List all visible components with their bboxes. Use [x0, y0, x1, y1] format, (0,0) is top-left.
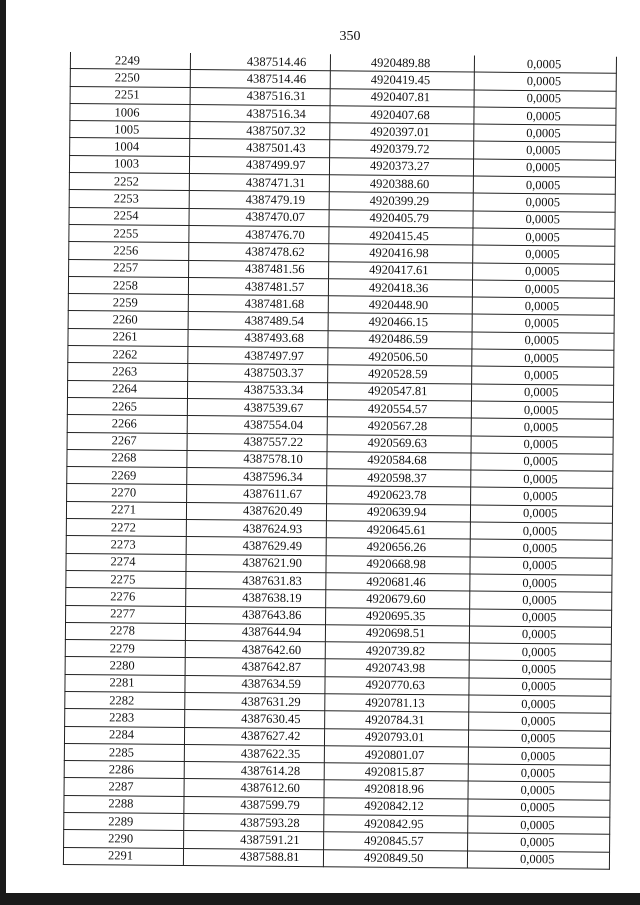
y-coordinate-cell: 4920681.46 — [326, 573, 470, 592]
accuracy-cell: 0,0005 — [470, 591, 612, 610]
x-coordinate-cell: 4387476.70 — [189, 226, 329, 245]
point-number-cell: 2286 — [64, 761, 184, 779]
x-coordinate-cell: 4387533.34 — [187, 381, 327, 400]
accuracy-cell: 0,0005 — [473, 211, 615, 230]
x-coordinate-cell: 4387599.79 — [184, 796, 324, 815]
point-number-cell: 2267 — [67, 432, 187, 450]
y-coordinate-cell: 4920623.78 — [327, 486, 471, 505]
accuracy-cell: 0,0005 — [472, 349, 614, 368]
point-number-cell: 2264 — [67, 380, 187, 398]
y-coordinate-cell: 4920415.45 — [329, 227, 473, 246]
y-coordinate-cell: 4920584.68 — [327, 452, 471, 471]
accuracy-cell: 0,0005 — [473, 263, 615, 282]
point-number-cell: 1005 — [70, 121, 190, 139]
point-number-cell: 2271 — [66, 501, 186, 519]
x-coordinate-cell: 4387499.97 — [189, 156, 329, 175]
y-coordinate-cell: 4920489.88 — [330, 54, 474, 72]
accuracy-cell: 0,0005 — [468, 764, 610, 783]
x-coordinate-cell: 4387612.60 — [184, 779, 324, 798]
x-coordinate-cell: 4387516.31 — [190, 87, 330, 106]
point-number-cell: 2289 — [64, 813, 184, 831]
point-number-cell: 2282 — [65, 691, 185, 709]
y-coordinate-cell: 4920407.68 — [330, 106, 474, 125]
point-number-cell: 2287 — [64, 778, 184, 796]
y-coordinate-cell: 4920567.28 — [327, 417, 471, 436]
accuracy-cell: 0,0005 — [470, 505, 612, 524]
y-coordinate-cell: 4920842.12 — [324, 798, 468, 817]
scan-border-left — [0, 0, 6, 905]
accuracy-cell: 0,0005 — [471, 453, 613, 472]
x-coordinate-cell: 4387638.19 — [186, 589, 326, 608]
point-number-cell: 2283 — [65, 709, 185, 727]
point-number-cell: 2276 — [66, 588, 186, 606]
x-coordinate-cell: 4387629.49 — [186, 537, 326, 556]
x-coordinate-cell: 4387481.68 — [188, 295, 328, 314]
x-coordinate-cell: 4387501.43 — [190, 139, 330, 158]
accuracy-cell: 0,0005 — [470, 557, 612, 576]
x-coordinate-cell: 4387516.34 — [190, 104, 330, 123]
y-coordinate-cell: 4920388.60 — [329, 175, 473, 194]
y-coordinate-cell: 4920698.51 — [325, 625, 469, 644]
x-coordinate-cell: 4387578.10 — [187, 450, 327, 469]
y-coordinate-cell: 4920373.27 — [329, 158, 473, 177]
accuracy-cell: 0,0005 — [468, 833, 610, 852]
x-coordinate-cell: 4387507.32 — [190, 122, 330, 141]
y-coordinate-cell: 4920695.35 — [326, 607, 470, 626]
point-number-cell: 2288 — [64, 795, 184, 813]
x-coordinate-cell: 4387614.28 — [184, 762, 324, 781]
y-coordinate-cell: 4920528.59 — [328, 365, 472, 384]
x-coordinate-cell: 4387620.49 — [186, 502, 326, 521]
x-coordinate-cell: 4387631.29 — [185, 693, 325, 712]
x-coordinate-cell: 4387470.07 — [189, 208, 329, 227]
y-coordinate-cell: 4920781.13 — [325, 694, 469, 713]
y-coordinate-cell: 4920645.61 — [326, 521, 470, 540]
x-coordinate-cell: 4387471.31 — [189, 174, 329, 193]
y-coordinate-cell: 4920743.98 — [325, 659, 469, 678]
x-coordinate-cell: 4387588.81 — [183, 848, 323, 867]
point-number-cell: 2281 — [65, 674, 185, 692]
y-coordinate-cell: 4920842.95 — [324, 815, 468, 834]
point-number-cell: 2272 — [66, 519, 186, 537]
point-number-cell: 2261 — [68, 328, 188, 346]
accuracy-cell: 0,0005 — [472, 297, 614, 316]
accuracy-cell: 0,0005 — [473, 245, 615, 264]
accuracy-cell: 0,0005 — [473, 228, 615, 247]
point-number-cell: 2278 — [65, 622, 185, 640]
y-coordinate-cell: 4920486.59 — [328, 331, 472, 350]
x-coordinate-cell: 4387644.94 — [185, 623, 325, 642]
accuracy-cell: 0,0005 — [468, 799, 610, 818]
point-number-cell: 1003 — [69, 155, 189, 173]
accuracy-cell: 0,0005 — [468, 730, 610, 749]
x-coordinate-cell: 4387643.86 — [186, 606, 326, 625]
accuracy-cell: 0,0005 — [471, 418, 613, 437]
y-coordinate-cell: 4920416.98 — [329, 244, 473, 263]
accuracy-cell: 0,0005 — [469, 695, 611, 714]
point-number-cell: 2263 — [68, 363, 188, 381]
point-number-cell: 2251 — [70, 86, 190, 104]
x-coordinate-cell: 4387479.19 — [189, 191, 329, 210]
accuracy-cell: 0,0005 — [469, 626, 611, 645]
x-coordinate-cell: 4387481.57 — [188, 277, 328, 296]
point-number-cell: 2280 — [65, 657, 185, 675]
y-coordinate-cell: 4920818.96 — [324, 780, 468, 799]
accuracy-cell: 0,0005 — [472, 314, 614, 333]
accuracy-cell: 0,0005 — [474, 56, 616, 74]
accuracy-cell: 0,0005 — [474, 107, 616, 126]
accuracy-cell: 0,0005 — [474, 124, 616, 143]
y-coordinate-cell: 4920397.01 — [330, 123, 474, 142]
accuracy-cell: 0,0005 — [471, 436, 613, 455]
y-coordinate-cell: 4920417.61 — [329, 261, 473, 280]
point-number-cell: 2266 — [67, 415, 187, 433]
point-number-cell: 2273 — [66, 536, 186, 554]
coordinates-table-body — [63, 52, 616, 869]
y-coordinate-cell: 4920770.63 — [325, 676, 469, 695]
accuracy-cell: 0,0005 — [473, 193, 615, 212]
point-number-cell: 2259 — [68, 294, 188, 312]
y-coordinate-cell: 4920569.63 — [327, 434, 471, 453]
accuracy-cell: 0,0005 — [474, 90, 616, 109]
point-number-cell: 1006 — [70, 103, 190, 121]
y-coordinate-cell: 4920547.81 — [327, 382, 471, 401]
point-number-cell: 2253 — [69, 190, 189, 208]
y-coordinate-cell: 4920793.01 — [324, 728, 468, 747]
y-coordinate-cell: 4920419.45 — [330, 71, 474, 90]
accuracy-cell: 0,0005 — [472, 280, 614, 299]
accuracy-cell: 0,0005 — [469, 678, 611, 697]
x-coordinate-cell: 4387514.46 — [190, 53, 330, 71]
table-row — [63, 847, 609, 869]
y-coordinate-cell: 4920407.81 — [330, 88, 474, 107]
point-number-cell: 2284 — [64, 726, 184, 744]
x-coordinate-cell: 4387631.83 — [186, 571, 326, 590]
x-coordinate-cell: 4387478.62 — [189, 243, 329, 262]
accuracy-cell: 0,0005 — [471, 384, 613, 403]
y-coordinate-cell: 4920845.57 — [324, 832, 468, 851]
accuracy-cell: 0,0005 — [474, 72, 616, 91]
y-coordinate-cell: 4920815.87 — [324, 763, 468, 782]
x-coordinate-cell: 4387539.67 — [187, 398, 327, 417]
accuracy-cell: 0,0005 — [470, 574, 612, 593]
y-coordinate-cell: 4920466.15 — [328, 313, 472, 332]
accuracy-cell: 0,0005 — [468, 747, 610, 766]
x-coordinate-cell: 4387630.45 — [185, 710, 325, 729]
point-number-cell: 2250 — [70, 69, 190, 87]
point-number-cell: 2270 — [67, 484, 187, 502]
accuracy-cell: 0,0005 — [472, 366, 614, 385]
accuracy-cell: 0,0005 — [473, 176, 615, 195]
y-coordinate-cell: 4920784.31 — [325, 711, 469, 730]
point-number-cell: 2285 — [64, 743, 184, 761]
accuracy-cell: 0,0005 — [467, 851, 609, 870]
point-number-cell: 2279 — [65, 640, 185, 658]
accuracy-cell: 0,0005 — [472, 332, 614, 351]
y-coordinate-cell: 4920506.50 — [328, 348, 472, 367]
accuracy-cell: 0,0005 — [471, 470, 613, 489]
y-coordinate-cell: 4920418.36 — [328, 279, 472, 298]
point-number-cell: 2262 — [68, 346, 188, 364]
point-number-cell: 2252 — [69, 173, 189, 191]
y-coordinate-cell: 4920849.50 — [323, 849, 467, 868]
accuracy-cell: 0,0005 — [474, 142, 616, 161]
accuracy-cell: 0,0005 — [471, 401, 613, 420]
point-number-cell: 2255 — [69, 224, 189, 242]
point-number-cell: 2265 — [67, 397, 187, 415]
point-number-cell: 2268 — [67, 449, 187, 467]
y-coordinate-cell: 4920598.37 — [327, 469, 471, 488]
point-number-cell: 2277 — [66, 605, 186, 623]
point-number-cell: 2290 — [64, 830, 184, 848]
x-coordinate-cell: 4387557.22 — [187, 433, 327, 452]
x-coordinate-cell: 4387624.93 — [186, 520, 326, 539]
y-coordinate-cell: 4920656.26 — [326, 538, 470, 557]
point-number-cell: 2269 — [67, 467, 187, 485]
x-coordinate-cell: 4387642.60 — [185, 641, 325, 660]
x-coordinate-cell: 4387611.67 — [187, 485, 327, 504]
point-number-cell: 2291 — [63, 847, 183, 865]
x-coordinate-cell: 4387634.59 — [185, 675, 325, 694]
accuracy-cell: 0,0005 — [469, 712, 611, 731]
coordinates-table — [63, 52, 617, 870]
accuracy-cell: 0,0005 — [470, 609, 612, 628]
page-number: 350 — [339, 29, 361, 44]
x-coordinate-cell: 4387493.68 — [188, 329, 328, 348]
y-coordinate-cell: 4920639.94 — [326, 503, 470, 522]
x-coordinate-cell: 4387642.87 — [185, 658, 325, 677]
x-coordinate-cell: 4387489.54 — [188, 312, 328, 331]
point-number-cell: 2257 — [69, 259, 189, 277]
y-coordinate-cell: 4920739.82 — [325, 642, 469, 661]
y-coordinate-cell: 4920448.90 — [328, 296, 472, 315]
y-coordinate-cell: 4920801.07 — [324, 746, 468, 765]
accuracy-cell: 0,0005 — [468, 816, 610, 835]
x-coordinate-cell: 4387497.97 — [188, 347, 328, 366]
point-number-cell: 2260 — [68, 311, 188, 329]
x-coordinate-cell: 4387622.35 — [184, 744, 324, 763]
x-coordinate-cell: 4387593.28 — [184, 814, 324, 833]
accuracy-cell: 0,0005 — [469, 643, 611, 662]
point-number-cell: 2256 — [69, 242, 189, 260]
point-number-cell: 1004 — [70, 138, 190, 156]
y-coordinate-cell: 4920405.79 — [329, 209, 473, 228]
scan-border-bottom — [0, 893, 640, 905]
accuracy-cell: 0,0005 — [473, 159, 615, 178]
accuracy-cell: 0,0005 — [470, 522, 612, 541]
x-coordinate-cell: 4387627.42 — [184, 727, 324, 746]
point-number-cell: 2254 — [69, 207, 189, 225]
point-number-cell: 2258 — [68, 276, 188, 294]
x-coordinate-cell: 4387554.04 — [187, 416, 327, 435]
x-coordinate-cell: 4387481.56 — [189, 260, 329, 279]
accuracy-cell: 0,0005 — [471, 487, 613, 506]
y-coordinate-cell: 4920668.98 — [326, 555, 470, 574]
point-number-cell: 2249 — [70, 52, 190, 70]
point-number-cell: 2274 — [66, 553, 186, 571]
x-coordinate-cell: 4387591.21 — [184, 831, 324, 850]
accuracy-cell: 0,0005 — [468, 781, 610, 800]
x-coordinate-cell: 4387503.37 — [188, 364, 328, 383]
x-coordinate-cell: 4387596.34 — [187, 468, 327, 487]
y-coordinate-cell: 4920379.72 — [330, 140, 474, 159]
x-coordinate-cell: 4387621.90 — [186, 554, 326, 573]
accuracy-cell: 0,0005 — [469, 660, 611, 679]
point-number-cell: 2275 — [66, 570, 186, 588]
y-coordinate-cell: 4920554.57 — [327, 400, 471, 419]
x-coordinate-cell: 4387514.46 — [190, 70, 330, 89]
coordinates-table-wrapper — [63, 52, 617, 870]
y-coordinate-cell: 4920679.60 — [326, 590, 470, 609]
y-coordinate-cell: 4920399.29 — [329, 192, 473, 211]
accuracy-cell: 0,0005 — [470, 539, 612, 558]
